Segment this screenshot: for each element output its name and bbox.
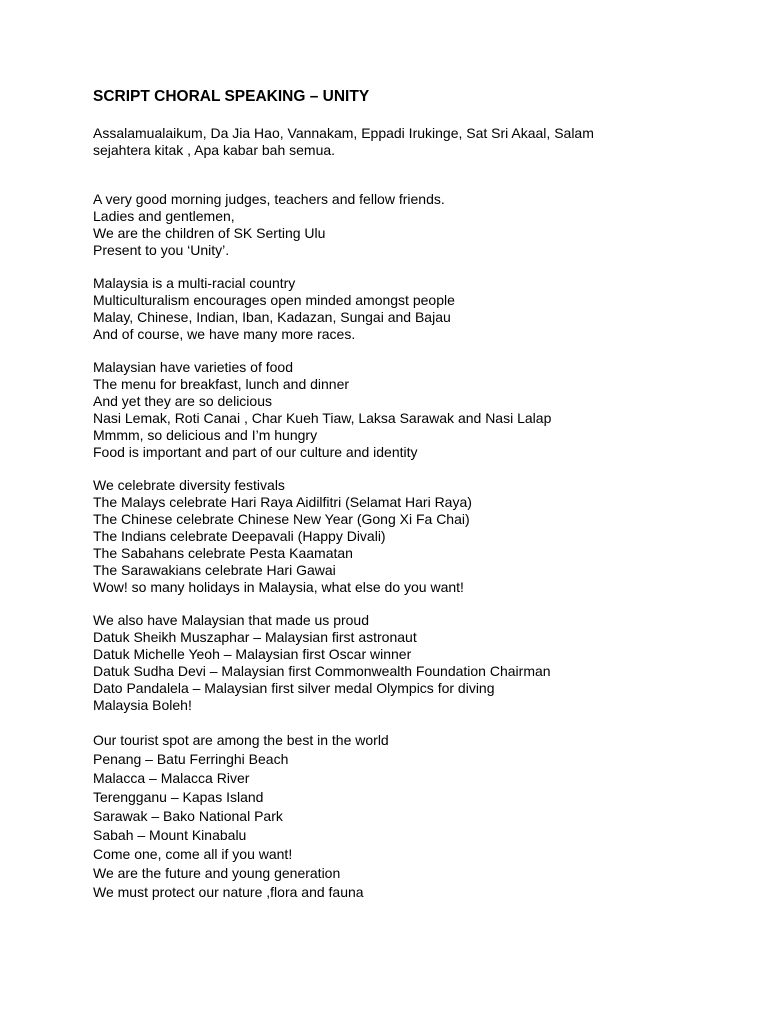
stanza-line: Malacca – Malacca River [93, 770, 250, 786]
stanza-line: Sarawak – Bako National Park [93, 808, 283, 824]
stanza-line: The Sabahans celebrate Pesta Kaamatan [93, 545, 353, 561]
stanza-line: We must protect our nature ,flora and fauna [93, 884, 364, 900]
stanza-line: And of course, we have many more races. [93, 326, 356, 342]
stanza-line: Come one, come all if you want! [93, 846, 293, 862]
stanza-line: Penang – Batu Ferringhi Beach [93, 751, 289, 767]
document-title: SCRIPT CHORAL SPEAKING – UNITY [93, 88, 370, 105]
stanza-line: And yet they are so delicious [93, 393, 272, 409]
greeting-line: sejahtera kitak , Apa kabar bah semua. [93, 142, 336, 158]
stanza-line: Malaysia Boleh! [93, 697, 192, 713]
stanza-line: We are the future and young generation [93, 865, 341, 881]
intro-line: A very good morning judges, teachers and fellow friends. [93, 191, 445, 207]
stanza-line: Our tourist spot are among the best in the world [93, 732, 389, 748]
stanza-line: The Malays celebrate Hari Raya Aidilfitri (Selamat Hari Raya) [93, 494, 472, 510]
stanza-line: Dato Pandalela – Malaysian first silver medal Olympics for diving [93, 680, 495, 696]
intro-line: Ladies and gentlemen, [93, 208, 235, 224]
stanza-line: Mmmm, so delicious and I’m hungry [93, 427, 318, 443]
stanza-line: We also have Malaysian that made us proud [93, 612, 370, 628]
stanza-line: The Chinese celebrate Chinese New Year (Gong Xi Fa Chai) [93, 511, 470, 527]
intro-line: We are the children of SK Serting Ulu [93, 225, 326, 241]
intro-line: Present to you ‘Unity’. [93, 242, 230, 258]
stanza-line: Terengganu – Kapas Island [93, 789, 264, 805]
stanza-line: Datuk Sudha Devi – Malaysian first Commonwealth Foundation Chairman [93, 663, 551, 679]
stanza-line: The Sarawakians celebrate Hari Gawai [93, 562, 336, 578]
stanza-line: Malaysia is a multi-racial country [93, 275, 296, 291]
greeting-line: Assalamualaikum, Da Jia Hao, Vannakam, Eppadi Irukinge, Sat Sri Akaal, Salam [93, 125, 594, 141]
stanza-line: Sabah – Mount Kinabalu [93, 827, 247, 843]
stanza-line: Nasi Lemak, Roti Canai , Char Kueh Tiaw, Laksa Sarawak and Nasi Lalap [93, 410, 552, 426]
stanza-line: Wow! so many holidays in Malaysia, what else do you want! [93, 579, 464, 595]
stanza-line: Malay, Chinese, Indian, Iban, Kadazan, Sungai and Bajau [93, 309, 451, 325]
stanza-line: Datuk Michelle Yeoh – Malaysian first Oscar winner [93, 646, 412, 662]
stanza-line: The Indians celebrate Deepavali (Happy Divali) [93, 528, 386, 544]
stanza-line: We celebrate diversity festivals [93, 477, 285, 493]
stanza-line: The menu for breakfast, lunch and dinner [93, 376, 350, 392]
stanza-line: Multiculturalism encourages open minded amongst people [93, 292, 455, 308]
stanza-line: Malaysian have varieties of food [93, 359, 293, 375]
stanza-line: Datuk Sheikh Muszaphar – Malaysian first astronaut [93, 629, 417, 645]
stanza-line: Food is important and part of our culture and identity [93, 444, 418, 460]
